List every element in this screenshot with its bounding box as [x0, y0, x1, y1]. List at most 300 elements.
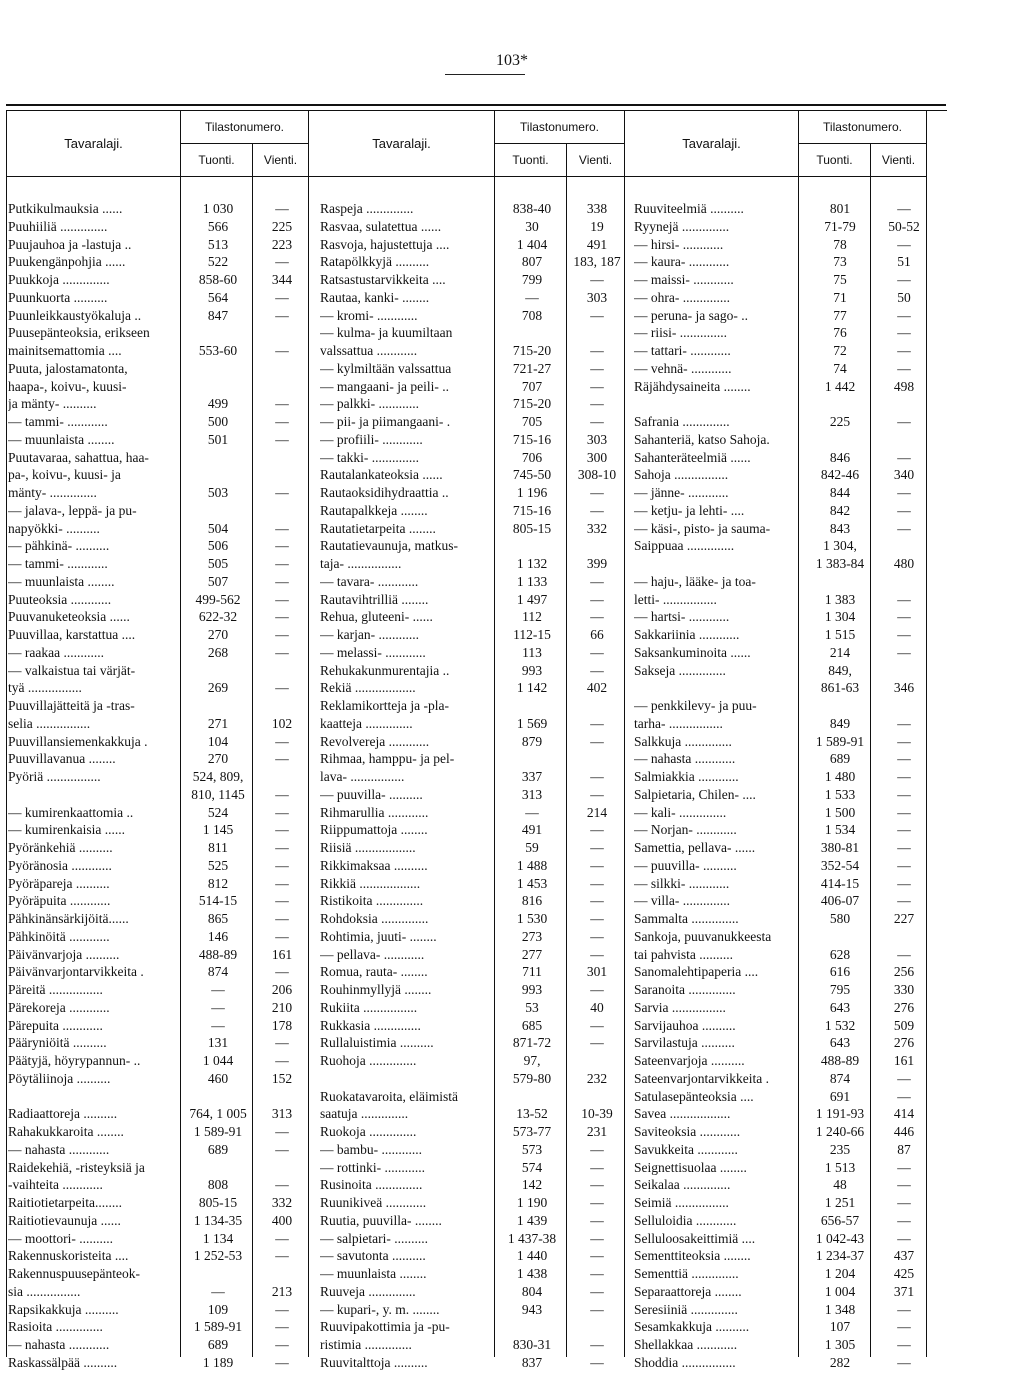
import-number: 1 589-91: [193, 1124, 243, 1139]
import-number: 811: [208, 840, 228, 855]
import-number: —: [211, 1017, 225, 1033]
import-number: 269: [207, 680, 229, 696]
export-number: —: [275, 804, 289, 820]
item-name: Rasioita ..............: [8, 1319, 103, 1335]
table-row: [0, 1034, 1024, 1051]
item-name: Pärekoreja ............: [8, 999, 110, 1015]
export-number: —: [897, 609, 911, 625]
import-number: 271: [207, 715, 229, 731]
import-number: 273: [521, 928, 543, 944]
item-name: Pähkinänsärkijöitä......: [8, 911, 129, 926]
export-number: —: [275, 1141, 289, 1157]
export-number: 206: [271, 982, 293, 997]
import-number: 460: [207, 1070, 229, 1086]
export-number: 301: [586, 964, 608, 980]
export-number: —: [897, 893, 911, 909]
table-row: [0, 555, 1024, 572]
import-number: 131: [207, 1035, 229, 1051]
export-number: 225: [271, 218, 293, 234]
table-row: [0, 768, 1024, 785]
export-number: —: [897, 272, 911, 287]
item-name: Sarvijauhoa ..........: [634, 1017, 736, 1033]
export-number: —: [590, 1195, 604, 1210]
export-number: —: [590, 307, 604, 323]
item-name: Rouhinmyllyjä ........: [320, 982, 432, 997]
table-row: [0, 1159, 1024, 1176]
item-name: — riisi- ..............: [634, 325, 727, 341]
export-number: —: [590, 875, 604, 891]
export-number: —: [590, 1159, 604, 1175]
item-name: Sahanteräteelmiä ......: [634, 449, 751, 465]
export-number: —: [590, 911, 604, 926]
item-name: — karjan- ............: [320, 627, 419, 642]
import-number: 708: [521, 307, 543, 323]
export-number: 425: [893, 1266, 915, 1281]
export-number: 498: [893, 378, 915, 394]
import-number: 1 305: [824, 1337, 856, 1352]
export-number: —: [275, 1319, 289, 1335]
import-number: —: [211, 1283, 225, 1299]
item-name: — kumirenkaisia ......: [8, 822, 125, 838]
import-number: 715-16: [512, 502, 552, 518]
export-number: —: [897, 325, 911, 341]
table-row: [0, 1176, 1024, 1193]
export-number: 178: [271, 1017, 293, 1033]
import-number: 874: [829, 1070, 851, 1086]
item-name: — muunlaista ........: [320, 1266, 427, 1281]
item-name: — moottori- ..........: [8, 1230, 113, 1246]
item-name: Päivänvarjoja ..........: [8, 946, 120, 962]
import-number: 522: [207, 254, 229, 270]
item-name: Separaattoreja ........: [634, 1283, 742, 1299]
export-number: 161: [271, 946, 293, 962]
export-number: —: [897, 857, 911, 873]
import-number: 861-63: [820, 680, 860, 696]
item-name: Salpietaria, Chilen- ....: [634, 786, 756, 802]
item-name: Sateenvarjoja ..........: [634, 1053, 745, 1068]
item-name: — hirsi- ............: [634, 236, 724, 252]
import-number: 943: [521, 1301, 543, 1317]
import-number: 1 383-84: [815, 556, 865, 571]
item-name: Seresiiniä ..............: [634, 1301, 738, 1317]
export-number: 402: [586, 680, 608, 696]
import-number: 71: [833, 289, 847, 305]
table-row: [0, 520, 1024, 537]
import-number: 53: [525, 999, 539, 1015]
export-number: —: [275, 893, 289, 909]
import-number: 807: [521, 254, 543, 270]
item-name: — Norjan- ............: [634, 822, 737, 838]
item-name: Sanomalehtipaperia ....: [634, 964, 759, 980]
table-row: [0, 662, 1024, 679]
table-row: [0, 342, 1024, 359]
item-name: — silkki- ............: [634, 875, 730, 891]
import-number: —: [211, 999, 225, 1015]
item-name: -vaihteita ............: [8, 1177, 103, 1193]
export-number: —: [590, 343, 604, 358]
import-number: 13-52: [516, 1106, 548, 1122]
item-name: Raitiotievaunuja ......: [8, 1212, 121, 1228]
export-number: —: [275, 343, 289, 358]
item-name: Ruokatavaroita, eläimistä: [320, 1088, 458, 1104]
item-name: Rehukakunmurentajia ..: [320, 662, 450, 678]
import-number: 804: [521, 1283, 543, 1299]
export-number: 213: [271, 1283, 293, 1299]
item-name: Sahanteriä, katso Sahoja.: [634, 431, 770, 447]
table-row: [0, 236, 1024, 253]
export-number: 50-52: [888, 218, 920, 234]
import-number: 1 488: [516, 857, 548, 873]
item-name: Rohtimia, juuti- ........: [320, 928, 437, 944]
import-number: 1 196: [516, 485, 548, 500]
item-name: mainitsemattomia ....: [8, 343, 122, 358]
table-row: [0, 360, 1024, 377]
export-number: —: [275, 609, 289, 625]
item-name: Pähkinöitä ............: [8, 928, 110, 944]
import-number: 1 044: [202, 1053, 234, 1068]
item-name: — pellava- ............: [320, 946, 425, 962]
header-import-2: Tuonti.: [495, 144, 567, 177]
item-name: Rautatietarpeita ........: [320, 520, 436, 536]
export-number: —: [590, 893, 604, 909]
import-number: 1 252-53: [193, 1248, 243, 1264]
import-number: 1 191-93: [815, 1106, 865, 1122]
header-item-2: Tavaralaji.: [309, 111, 495, 177]
table-row: [0, 484, 1024, 501]
import-number: 574: [521, 1159, 543, 1175]
import-number: 846: [829, 449, 851, 465]
export-number: —: [590, 573, 604, 589]
import-number: 1 204: [824, 1266, 856, 1281]
item-name: Radiaattoreja ..........: [8, 1106, 118, 1122]
table-row: [0, 910, 1024, 927]
import-number: 414-15: [820, 875, 860, 891]
export-number: 303: [586, 431, 608, 447]
export-number: —: [590, 733, 604, 749]
import-number: 616: [829, 964, 851, 980]
item-name: — peruna- ja sago- ..: [634, 307, 748, 323]
item-name: valssattua ............: [320, 343, 418, 358]
import-number: 1 348: [824, 1301, 856, 1317]
item-name: Räjähdysaineita ........: [634, 378, 751, 394]
item-name: Ruuviteelmiä ..........: [634, 201, 744, 216]
item-name: Rusinoita ..............: [320, 1177, 423, 1193]
table-row: [0, 892, 1024, 909]
import-number: 844: [829, 485, 851, 500]
item-name: Rakennuskoristeita ....: [8, 1248, 129, 1264]
item-name: — pähkinä- ..........: [8, 538, 110, 554]
item-name: Puusepänteoksia, erikseen: [8, 325, 150, 341]
export-number: —: [897, 1159, 911, 1175]
item-name: taja- ................: [320, 556, 402, 571]
import-number: 75: [833, 272, 847, 287]
table-row: [0, 1194, 1024, 1211]
export-number: 400: [271, 1212, 293, 1228]
item-name: Safrania ..............: [634, 414, 730, 429]
import-number: 235: [829, 1141, 851, 1157]
import-number: 1 532: [824, 1017, 856, 1033]
export-number: —: [590, 1035, 604, 1051]
export-number: —: [590, 786, 604, 802]
table-row: [0, 1088, 1024, 1105]
import-number: 628: [829, 946, 851, 962]
import-number: 805-15: [198, 1195, 238, 1210]
item-name: Riisiä ..................: [320, 840, 416, 855]
header-export-1: Vienti.: [253, 144, 309, 177]
item-name: — nahasta ............: [634, 751, 736, 767]
export-number: 50: [897, 289, 911, 305]
item-name: — savutonta ..........: [320, 1248, 426, 1264]
import-number: 871-72: [512, 1035, 552, 1051]
item-name: Seikalaa ..............: [634, 1177, 731, 1193]
import-number: 501: [207, 431, 229, 447]
table-row: [0, 1230, 1024, 1247]
item-name: Rahakukkaroita ........: [8, 1124, 124, 1139]
export-number: —: [275, 627, 289, 642]
import-number: 72: [833, 343, 847, 358]
import-number: 1 042-43: [815, 1230, 865, 1246]
export-number: 308-10: [577, 467, 617, 483]
import-number: 1 530: [516, 911, 548, 926]
export-number: 437: [893, 1248, 915, 1264]
item-name: Sarvia ................: [634, 999, 726, 1015]
import-number: 48: [833, 1177, 847, 1193]
export-number: —: [275, 644, 289, 660]
import-number: 1 234-37: [815, 1248, 865, 1264]
import-number: 337: [521, 769, 543, 784]
import-number: 78: [833, 236, 847, 252]
item-name: Pyöränkehiä ..........: [8, 840, 113, 855]
import-number: 313: [521, 786, 543, 802]
item-name: Puunkuorta ..........: [8, 289, 108, 305]
item-name: Ryynejä ..............: [634, 218, 730, 234]
import-number: 225: [829, 414, 851, 429]
import-number: 801: [829, 201, 851, 216]
item-name: tarha- ................: [634, 715, 723, 731]
item-name: Sateenvarjontarvikkeita .: [634, 1070, 769, 1086]
item-name: Seignettisuolaa ........: [634, 1159, 747, 1175]
item-name: Sakseja ..............: [634, 662, 726, 678]
export-number: —: [590, 857, 604, 873]
export-number: 371: [893, 1283, 915, 1299]
export-number: 214: [586, 804, 608, 820]
export-number: —: [590, 485, 604, 500]
import-number: 1 480: [824, 769, 856, 784]
item-name: Rakennuspuusepänteok-: [8, 1266, 140, 1281]
item-name: Sementtiä ..............: [634, 1266, 739, 1281]
item-name: — puuvilla- ..........: [634, 857, 737, 873]
item-name: Samettia, pellava- ......: [634, 840, 756, 855]
import-number: 499-562: [195, 591, 241, 607]
item-name: Pyöräpareja ..........: [8, 875, 110, 891]
item-name: Rautaoksidihydraattia ..: [320, 485, 449, 500]
item-name: Putkikulmauksia ......: [8, 201, 123, 216]
table-row: [0, 253, 1024, 270]
table-row: [0, 981, 1024, 998]
export-number: —: [275, 485, 289, 500]
item-name: tyä ................: [8, 680, 82, 696]
item-name: Puuvanuketeoksia ......: [8, 609, 130, 625]
import-number: 1 189: [202, 1354, 234, 1370]
item-name: lava- ................: [320, 769, 405, 784]
import-number: 499: [207, 396, 229, 412]
item-name: — villa- ..............: [634, 893, 730, 909]
import-number: 715-20: [512, 396, 552, 412]
item-name: — kupari-, y. m. ........: [320, 1301, 440, 1317]
import-number: 488-89: [198, 946, 238, 962]
import-number: 656-57: [820, 1212, 860, 1228]
export-number: —: [275, 1230, 289, 1246]
item-name: ja mänty- ..........: [8, 396, 97, 412]
table-row: [0, 1318, 1024, 1335]
export-number: —: [590, 1017, 604, 1033]
table-row: [0, 449, 1024, 466]
export-number: 19: [590, 218, 604, 234]
item-name: selia ................: [8, 715, 91, 731]
table-row: [0, 502, 1024, 519]
export-number: 346: [893, 680, 915, 696]
export-number: —: [590, 715, 604, 731]
item-name: Romua, rauta- ........: [320, 964, 428, 980]
item-name: — haju-, lääke- ja toa-: [634, 573, 756, 589]
item-name: — raakaa ............: [8, 644, 104, 660]
item-name: Ratsastustarvikkeita ....: [320, 272, 446, 287]
export-number: —: [590, 1248, 604, 1264]
import-number: 553-60: [198, 343, 238, 358]
export-number: —: [275, 431, 289, 447]
item-name: Riippumattoja ........: [320, 822, 428, 838]
export-number: —: [897, 804, 911, 820]
export-number: —: [590, 769, 604, 784]
import-number: 504: [207, 520, 229, 536]
item-name: sia ................: [8, 1283, 81, 1299]
export-number: —: [275, 822, 289, 838]
item-name: Sankoja, puuvanukkeesta: [634, 928, 772, 944]
import-number: 514-15: [198, 893, 238, 909]
import-number: 59: [525, 840, 539, 855]
import-number: 715-16: [512, 431, 552, 447]
export-number: —: [897, 1301, 911, 1317]
item-name: — nahasta ............: [8, 1141, 110, 1157]
import-number: 721-27: [512, 360, 552, 376]
export-number: 40: [590, 999, 604, 1015]
item-name: Ratapölkkyjä ..........: [320, 254, 430, 270]
item-name: Rautaa, kanki- ........: [320, 289, 430, 305]
import-number: 77: [833, 307, 847, 323]
item-name: — rottinki- ............: [320, 1159, 425, 1175]
item-name: — profiili- ............: [320, 431, 423, 447]
item-name: Pääryniöitä ..........: [8, 1035, 107, 1051]
export-number: —: [590, 609, 604, 625]
import-number: 1 004: [824, 1283, 856, 1299]
export-number: 340: [893, 467, 915, 483]
export-number: 232: [586, 1070, 608, 1086]
item-name: Pöytäliinoja ..........: [8, 1070, 111, 1086]
item-name: Raspeja ..............: [320, 201, 414, 216]
item-name: Rukiita ................: [320, 999, 418, 1015]
import-number: 1 534: [824, 822, 856, 838]
import-number: 691: [829, 1088, 851, 1104]
import-number: 505: [207, 556, 229, 571]
table-row: [0, 289, 1024, 306]
item-name: — vehnä- ............: [634, 360, 732, 376]
item-name: — jalava-, leppä- ja pu-: [8, 502, 137, 518]
export-number: —: [590, 502, 604, 518]
export-number: —: [897, 1070, 911, 1086]
item-name: Reklamikortteja ja -pla-: [320, 698, 449, 713]
import-number: 214: [829, 644, 851, 660]
import-number: 268: [207, 644, 229, 660]
table-row: [0, 1070, 1024, 1087]
table-row: [0, 591, 1024, 608]
export-number: 491: [586, 236, 608, 252]
import-number: 993: [521, 662, 543, 678]
table-row: [0, 1265, 1024, 1282]
export-number: —: [275, 733, 289, 749]
export-number: —: [590, 414, 604, 429]
export-number: —: [590, 822, 604, 838]
import-number: 1 304,: [823, 538, 857, 554]
item-name: letti- ................: [634, 591, 717, 607]
item-name: — penkkilevy- ja puu-: [634, 698, 757, 713]
table-row: [0, 857, 1024, 874]
table-row: [0, 1017, 1024, 1034]
export-number: —: [897, 1212, 911, 1228]
table-row: [0, 963, 1024, 980]
import-number: 1 439: [516, 1212, 548, 1228]
export-number: —: [897, 591, 911, 607]
table-row: [0, 644, 1024, 661]
export-number: 330: [893, 982, 915, 997]
import-number: 715-20: [512, 343, 552, 358]
export-number: —: [590, 360, 604, 376]
table-row: [0, 875, 1024, 892]
export-number: —: [275, 1337, 289, 1352]
import-number: 1 589-91: [815, 733, 865, 749]
table-row: [0, 946, 1024, 963]
export-number: —: [275, 1035, 289, 1051]
export-number: 231: [586, 1124, 608, 1139]
import-number: 277: [521, 946, 543, 962]
export-number: —: [590, 591, 604, 607]
item-name: Rapsikakkuja ..........: [8, 1301, 119, 1317]
item-name: Puuvillaa, karstattua ....: [8, 627, 136, 642]
table-row: [0, 626, 1024, 643]
item-name: Puukengänpohjia ......: [8, 254, 126, 270]
export-number: —: [897, 485, 911, 500]
table-row: [0, 1247, 1024, 1264]
import-number: 380-81: [820, 840, 860, 855]
import-number: 406-07: [820, 893, 860, 909]
export-number: —: [590, 1230, 604, 1246]
item-name: Raitiotietarpeita........: [8, 1195, 122, 1210]
export-number: —: [590, 396, 604, 412]
item-name: — bambu- ............: [320, 1141, 422, 1157]
item-name: Päivänvarjontarvikkeita .: [8, 964, 144, 980]
export-number: —: [590, 378, 604, 394]
item-name: Salkkuja ..............: [634, 733, 732, 749]
export-number: 344: [271, 272, 293, 287]
export-number: —: [590, 662, 604, 678]
import-number: 282: [829, 1354, 851, 1370]
item-name: — melassi- ............: [320, 644, 426, 660]
export-number: —: [897, 1337, 911, 1352]
item-name: Pyöränosia ............: [8, 857, 112, 873]
item-name: Rautatievaunuja, matkus-: [320, 538, 458, 554]
import-number: 1 404: [516, 236, 548, 252]
item-name: Ruokoja ..............: [320, 1124, 417, 1139]
export-number: —: [897, 946, 911, 962]
